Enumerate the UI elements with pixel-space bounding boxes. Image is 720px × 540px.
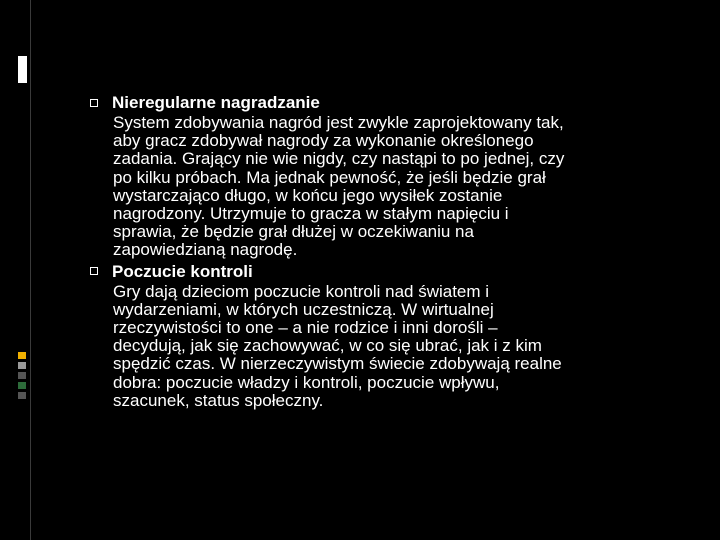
square-bullet-icon <box>88 266 99 277</box>
body-line: Gry dają dzieciom poczucie kontroli nad światem i <box>113 281 490 301</box>
body-line: zapowiedzianą nagrodę. <box>113 240 298 260</box>
body-line: nagrodzony. Utrzymuje to gracza w stałym napięciu i <box>113 204 509 224</box>
body-line: aby gracz zdobywał nagrody za wykonanie określonego <box>113 131 534 151</box>
left-divider-line <box>30 0 31 540</box>
slide-content <box>88 92 688 411</box>
bullet-body <box>113 283 688 410</box>
bullet-body <box>113 114 688 260</box>
accent-mark-yellow <box>18 352 26 359</box>
accent-bar <box>18 56 27 83</box>
body-line: wystarczająco długo, w końcu jego wysiłek zostanie <box>113 185 503 205</box>
bullet-heading: Nieregularne nagradzanie <box>112 93 320 112</box>
bullet-item-irregular-rewards <box>88 92 688 260</box>
bullet-item-sense-of-control <box>88 261 688 410</box>
body-line: szacunek, status społeczny. <box>113 390 324 410</box>
body-line: spędzić czas. W nierzeczywistym świecie zdobywają realne <box>113 354 562 374</box>
body-line: wydarzeniami, w których uczestniczą. W wirtualnej <box>113 299 494 319</box>
body-line: decydują, jak się zachowywać, w co się ubrać, jak i z kim <box>113 336 542 356</box>
body-line: rzeczywistości to one – a nie rodzice i inni dorośli – <box>113 318 498 338</box>
body-line: dobra: poczucie władzy i kontroli, poczucie wpływu, <box>113 372 500 392</box>
body-line: zadania. Grający nie wie nigdy, czy nastąpi to po jednej, czy <box>113 149 565 169</box>
body-line: System zdobywania nagród jest zwykle zaprojektowany tak, <box>113 113 564 132</box>
body-line: sprawia, że będzie grał dłużej w oczekiwaniu na <box>113 222 474 242</box>
square-bullet-icon <box>88 97 99 108</box>
accent-mark-gray <box>18 362 26 369</box>
bullet-heading: Poczucie kontroli <box>112 261 253 281</box>
accent-mark-dark-gray-2 <box>18 392 26 399</box>
accent-mark-green <box>18 382 26 389</box>
body-line: po kilku próbach. Ma jednak pewność, że jeśli będzie grał <box>113 167 546 187</box>
accent-mark-dark-gray <box>18 372 26 379</box>
